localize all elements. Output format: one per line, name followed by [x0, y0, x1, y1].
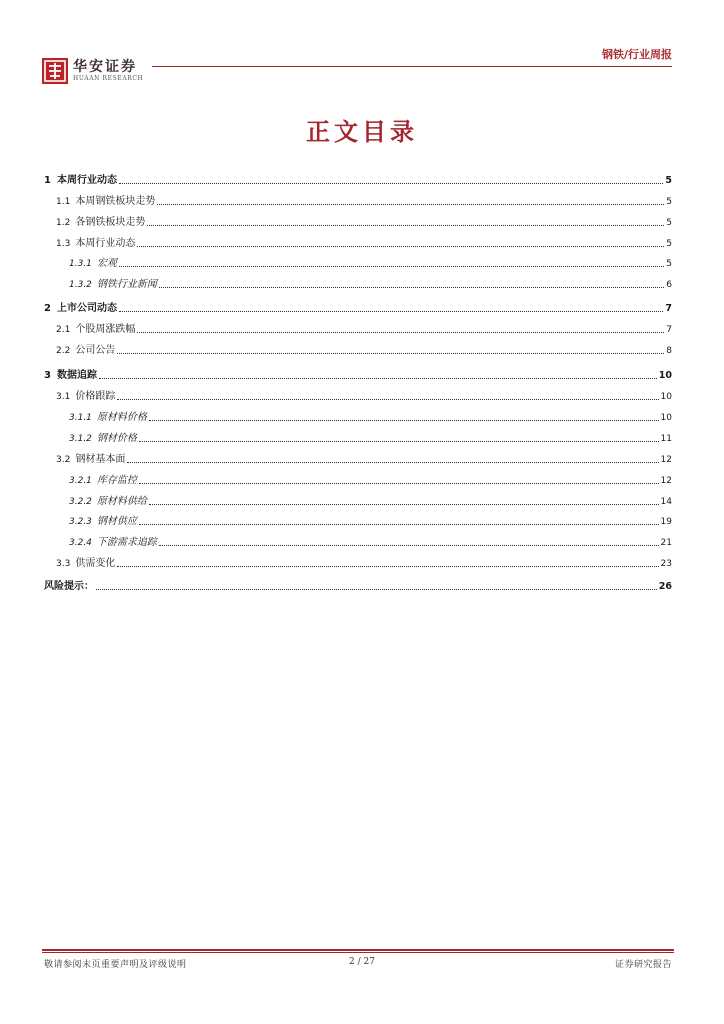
- toc-entry[interactable]: [44, 410, 672, 424]
- toc-entry-page: 5: [666, 259, 672, 269]
- page-title: 正文目录: [306, 117, 418, 146]
- header-divider: [152, 66, 672, 67]
- toc-entry[interactable]: [44, 579, 672, 593]
- toc-entry-page: 7: [666, 325, 672, 335]
- toc-dot-leader: [99, 378, 657, 379]
- toc-dot-leader: [119, 183, 663, 184]
- toc-entry-label: 价格跟踪: [75, 391, 116, 402]
- toc-entry-label: 钢材价格: [96, 433, 137, 444]
- toc-entry[interactable]: [44, 322, 672, 336]
- toc-entry[interactable]: [44, 277, 672, 291]
- toc-entry-number: 1.2: [56, 218, 71, 228]
- toc-dot-leader: [159, 545, 659, 546]
- toc-entry-label: 下游需求追踪: [96, 537, 157, 548]
- toc-entry-number: 2.2: [56, 346, 71, 356]
- toc-entry-label: 数据追踪: [56, 370, 97, 381]
- toc-entry[interactable]: [44, 301, 672, 315]
- toc-entry[interactable]: [44, 452, 672, 466]
- toc-entry-label: 公司公告: [75, 345, 116, 356]
- toc-entry-number: 3.2.1: [69, 476, 92, 486]
- toc-dot-leader: [149, 420, 659, 421]
- toc-entry-number: 3.1.1: [69, 413, 92, 423]
- toc-entry-page: 5: [666, 197, 672, 207]
- toc-entry-label: 宏观: [96, 258, 117, 269]
- toc-entry[interactable]: [44, 368, 672, 382]
- toc-entry-number: 1: [44, 175, 51, 186]
- toc-dot-leader: [139, 483, 659, 484]
- toc-entry-label: 原材料供给: [96, 496, 147, 507]
- toc-entry[interactable]: [44, 256, 672, 270]
- toc-entry-label: 上市公司动态: [56, 303, 117, 314]
- toc-entry-number: 2.1: [56, 325, 71, 335]
- toc-dot-leader: [127, 462, 658, 463]
- toc-entry-number: 2: [44, 303, 51, 314]
- toc-entry[interactable]: [44, 514, 672, 528]
- toc-entry-number: 1.3: [56, 239, 71, 249]
- toc-entry-number: 3.3: [56, 559, 71, 569]
- toc-entry[interactable]: [44, 236, 672, 250]
- toc-entry-label: 库存监控: [96, 475, 137, 486]
- footer-divider-thin: [42, 952, 674, 953]
- toc-entry-label: 钢铁行业新闻: [96, 279, 157, 290]
- toc-entry-page: 5: [665, 175, 672, 186]
- toc-entry-number: 1.1: [56, 197, 71, 207]
- toc-entry-label: 钢材基本面: [75, 454, 126, 465]
- toc-entry-page: 23: [660, 559, 672, 569]
- toc-dot-leader: [117, 353, 664, 354]
- report-category-tag: 钢铁/行业周报: [601, 48, 672, 61]
- toc-entry-label: 本周钢铁板块走势: [75, 196, 156, 207]
- toc-entry-label: 风险提示：: [44, 581, 94, 592]
- toc-dot-leader: [119, 266, 664, 267]
- toc-entry-page: 5: [666, 239, 672, 249]
- toc-entry-page: 21: [660, 538, 672, 548]
- toc-entry-label: 本周行业动态: [56, 175, 117, 186]
- toc-entry[interactable]: [44, 215, 672, 229]
- footer-divider: [42, 949, 674, 951]
- toc-entry[interactable]: [44, 389, 672, 403]
- toc-entry[interactable]: [44, 173, 672, 187]
- toc-entry-page: 7: [665, 303, 672, 314]
- toc-dot-leader: [117, 399, 658, 400]
- toc-dot-leader: [119, 311, 663, 312]
- page-number: 2 / 27: [349, 957, 375, 967]
- toc-entry-number: 3.1.2: [69, 434, 92, 444]
- toc-entry[interactable]: [44, 343, 672, 357]
- toc-entry-page: 12: [660, 476, 672, 486]
- toc-dot-leader: [96, 589, 657, 590]
- toc-entry-label: 个股周涨跌幅: [75, 324, 136, 335]
- toc-dot-leader: [117, 566, 658, 567]
- toc-dot-leader: [139, 524, 659, 525]
- toc-dot-leader: [139, 441, 659, 442]
- toc-entry-number: 3: [44, 370, 51, 381]
- huaan-logo-icon: [42, 58, 68, 84]
- toc-entry-page: 10: [660, 413, 672, 423]
- toc-entry-number: 1.3.2: [69, 280, 92, 290]
- toc-dot-leader: [147, 225, 664, 226]
- toc-entry-page: 12: [660, 455, 672, 465]
- toc-entry-number: 3.2: [56, 455, 71, 465]
- toc-entry-page: 19: [660, 517, 672, 527]
- toc-entry-number: 3.1: [56, 392, 71, 402]
- logo-english-name: HUAAN RESEARCH: [73, 75, 144, 82]
- toc-entry-label: 本周行业动态: [75, 238, 136, 249]
- toc-dot-leader: [137, 332, 664, 333]
- toc-entry[interactable]: [44, 473, 672, 487]
- toc-entry[interactable]: [44, 494, 672, 508]
- toc-entry-label: 钢材供应: [96, 516, 137, 527]
- toc-entry-page: 14: [660, 497, 672, 507]
- toc-entry-page: 10: [660, 392, 672, 402]
- toc-entry[interactable]: [44, 431, 672, 445]
- toc-dot-leader: [137, 246, 664, 247]
- toc-dot-leader: [159, 287, 664, 288]
- footer-report-type: 证券研究报告: [614, 960, 672, 970]
- company-logo: [42, 56, 152, 88]
- toc-entry-number: 3.2.4: [69, 538, 92, 548]
- toc-entry-label: 各钢铁板块走势: [75, 217, 146, 228]
- toc-entry[interactable]: [44, 535, 672, 549]
- toc-entry-page: 26: [658, 581, 672, 592]
- toc-entry-number: 1.3.1: [69, 259, 92, 269]
- logo-chinese-name: 华安证券: [73, 59, 137, 75]
- footer-disclaimer: 敬请参阅末页重要声明及评级说明: [44, 960, 187, 970]
- toc-dot-leader: [157, 204, 664, 205]
- toc-entry-number: 3.2.2: [69, 497, 92, 507]
- toc-entry-page: 5: [666, 218, 672, 228]
- toc-entry-label: 供需变化: [75, 558, 116, 569]
- toc-entry-page: 11: [660, 434, 672, 444]
- toc-entry-label: 原材料价格: [96, 412, 147, 423]
- toc-entry-page: 8: [666, 346, 672, 356]
- toc-entry-page: 6: [666, 280, 672, 290]
- toc-entry[interactable]: [44, 194, 672, 208]
- toc-entry[interactable]: [44, 556, 672, 570]
- toc-dot-leader: [149, 504, 659, 505]
- toc-entry-page: 10: [658, 370, 672, 381]
- toc-entry-number: 3.2.3: [69, 517, 92, 527]
